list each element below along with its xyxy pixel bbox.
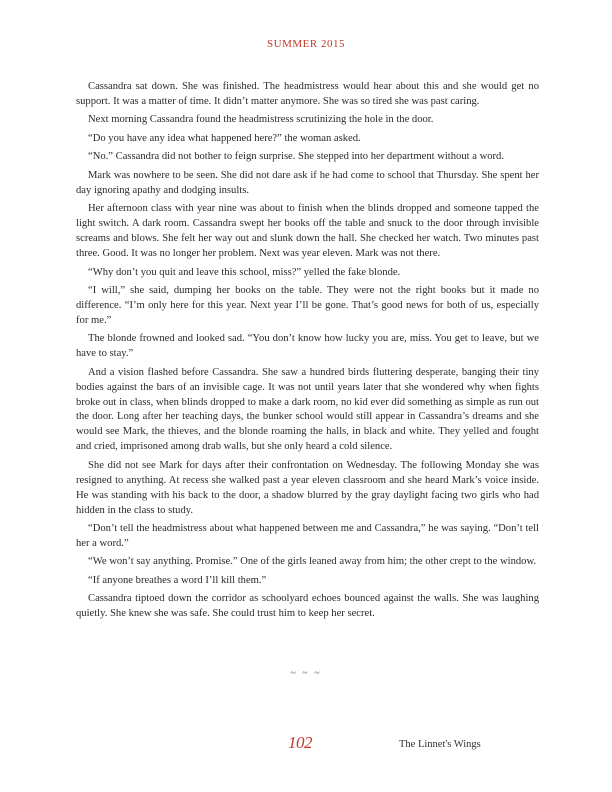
- paragraph: Next morning Cassandra found the headmistress scrutinizing the hole in the door.: [88, 114, 434, 126]
- running-title: The Linnet's Wings: [399, 739, 481, 750]
- story-body: [76, 80, 539, 626]
- paragraph: “No.” Cassandra did not bother to feign surprise. She stepped into her department without a word.: [88, 151, 505, 163]
- paragraph: Cassandra sat down. She was finished. The headmistress would hear about this and she would get no support. It was a matter of time. It didn’t matter anymore. She was so tired she was past caring.: [76, 81, 539, 107]
- page-header-title: SUMMER 2015: [267, 38, 345, 50]
- paragraph: “I will,” she said, dumping her books on the table. They were not the right books but it made no difference. “I’m only here for this year. Next year I’ll be gone. That’s good news for both of us, especially for me.”: [76, 285, 539, 326]
- paragraph: “Do you have any idea what happened here?” the woman asked.: [88, 132, 361, 144]
- paragraph: Cassandra tiptoed down the corridor as schoolyard echoes bounced against the walls. She was laughing quietly. She knew she was safe. She could trust him to keep her secret.: [76, 593, 539, 620]
- page-number: 102: [288, 733, 312, 752]
- paragraph: “We won’t say anything. Promise.” One of the girls leaned away from him; the other crept to the window.: [88, 556, 537, 568]
- section-separator: ~ ~ ~: [290, 668, 322, 679]
- paragraph: “Don’t tell the headmistress about what happened between me and Cassandra,” he was saying. “Don’t tell her a word.”: [76, 523, 539, 549]
- paragraph: She did not see Mark for days after their confrontation on Wednesday. The following Monday she was resigned to anything. At recess she walked past a year eleven classroom and she heard Mark’s voice inside. He was standing with his back to the door, a shadow blurred by the gray daylight facing two girls who had hidden in the class to study.: [76, 459, 539, 516]
- paragraph: Mark was nowhere to be seen. She did not dare ask if he had come to school that Thursday. She spent her day ignoring apathy and dodging insults.: [76, 169, 539, 196]
- paragraph: And a vision flashed before Cassandra. She saw a hundred birds fluttering desperate, banging their tiny bodies against the bars of an invisible cage. It was not until years later that she wondered why when fights broke out in class, when blinds dropped to make a dark room, no kid ever did something as simple as run out the door. Long after her teaching days, the bunker school would still appear in Cassandra’s dreams and she would see Mark, the thieves, and the blonde roaming the halls, in black and white. They yelled and fought and cried, imprisoned among drab walls, but she only heard a cold silence.: [76, 366, 539, 453]
- paragraph: The blonde frowned and looked sad. “You don’t know how lucky you are, miss. You get to leave, but we have to stay.”: [76, 333, 539, 360]
- paragraph: “If anyone breathes a word I’ll kill them.”: [88, 574, 267, 586]
- paragraph: Her afternoon class with year nine was about to finish when the blinds dropped and someone tapped the light switch. A dark room. Cassandra swept her books off the table and snuck to the door through invisible screams and blows. She felt her way out and slunk down the hall. She checked her watch. Two minutes past three. Good. It was no longer her problem. Next was year eleven. Mark was not there.: [76, 203, 539, 260]
- paragraph: “Why don’t you quit and leave this school, miss?” yelled the fake blonde.: [88, 266, 401, 278]
